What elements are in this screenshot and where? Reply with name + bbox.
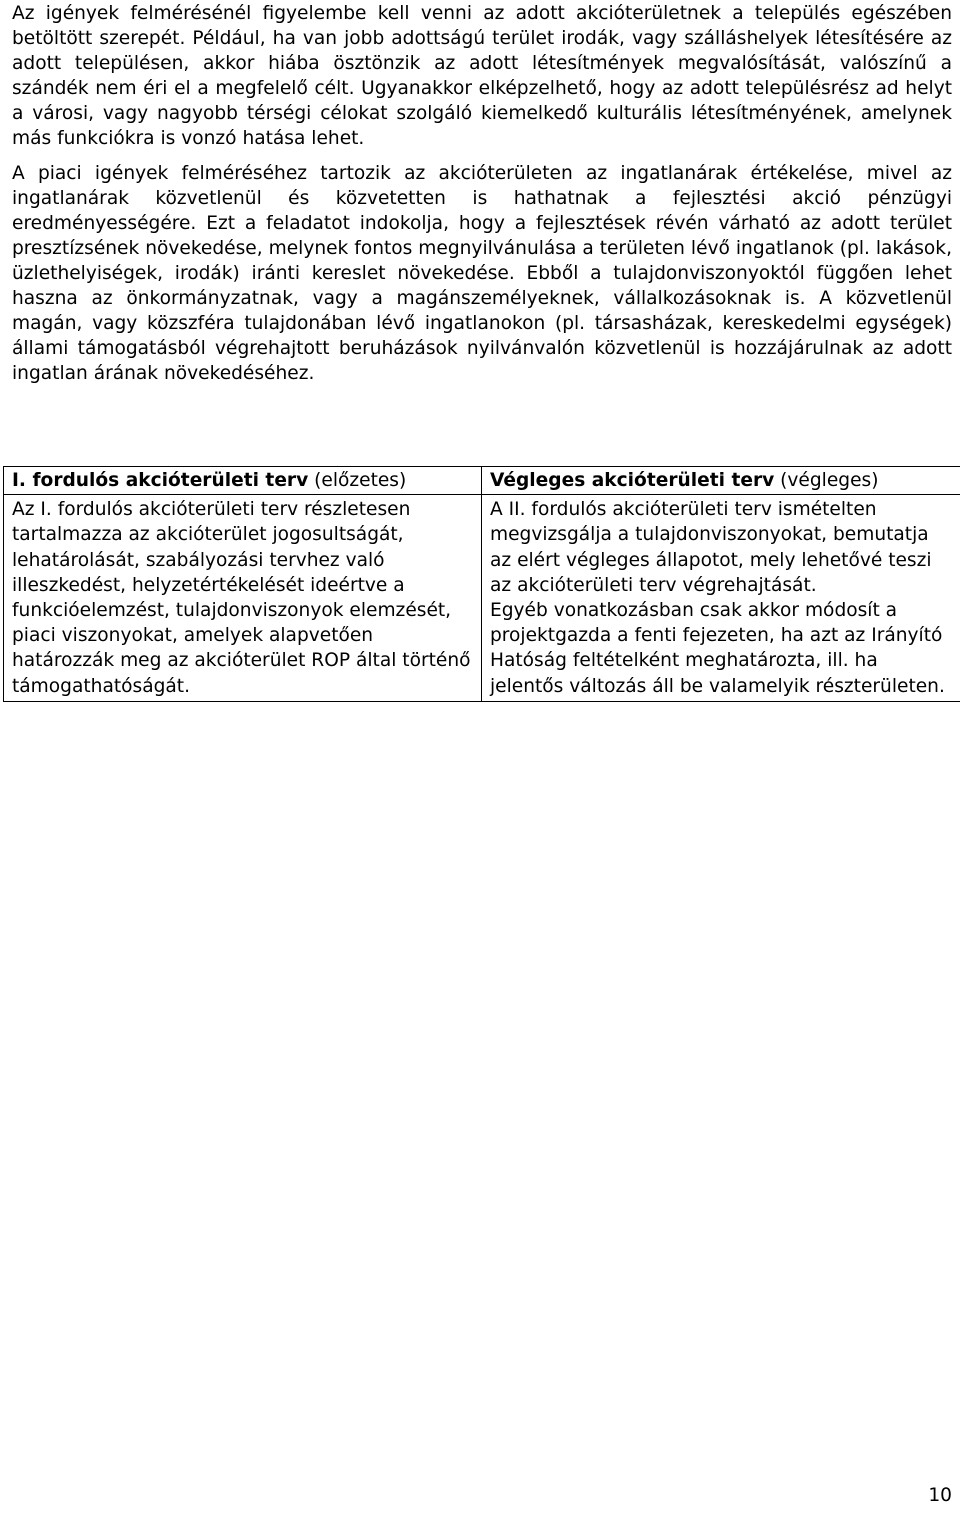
header-title-final: Végleges akcióterületi terv bbox=[490, 470, 775, 491]
table-row bbox=[4, 495, 960, 702]
table-header-preliminary-plan bbox=[4, 467, 482, 495]
plan-comparison-table bbox=[3, 466, 960, 702]
final-plan-description-2: Egyéb vonatkozásban csak akkor módosít a projektgazda a fenti fejezeten, ha azt az Irányító Hatóság feltételként meghatározta, ill. ha jelentős változás áll be valamelyik részterületen. bbox=[490, 600, 945, 697]
table-header-row bbox=[4, 467, 960, 495]
table-cell-preliminary-plan bbox=[4, 495, 482, 702]
table-header-final-plan bbox=[482, 467, 960, 495]
body-paragraph-2: A piaci igények felméréséhez tartozik az akcióterületen az ingatlanárak értékelése, mivel az ingatlanárak közvetlenül és közvetetten is hathatnak a fejlesztési akció pénzügyi eredményességére. Ezt a feladatot indokolja, hogy a fejlesztések révén várható az adott terület presztízsének növekedése, melynek fontos megnyilvánulása a területen lévő ingatlanok (pl. lakások, üzlethelyiségek, irodák) iránti kereslet növekedése. Ebből a tulajdonviszonyoktól függően lehet haszna az önkormányzatnak, vagy a magánszemélyeknek, vállalkozásoknak is. A közvetlenül magán, vagy közszféra tulajdonában lévő ingatlanokon (pl. társasházak, kereskedelmi egységek) állami támogatásból végrehajtott beruházások nyilvánvalón közvetlenül is hozzájárulnak az adott ingatlan árának növekedéséhez. bbox=[12, 163, 952, 384]
header-suffix-preliminary: (előzetes) bbox=[308, 470, 407, 491]
table-cell-final-plan bbox=[482, 495, 960, 702]
preliminary-plan-description: Az I. fordulós akcióterületi terv részletesen tartalmazza az akcióterület jogosultságát, lehatárolását, szabályozási tervhez való illeszkedést, helyzetértékelését ideértve a funkcióelemzést, tulajdonviszonyok elemzését, piaci viszonyokat, amelyek alapvetően határozzák meg az akcióterület ROP által történő támogathatóságát. bbox=[12, 499, 471, 697]
document-page bbox=[12, 0, 952, 386]
header-suffix-final: (végleges) bbox=[774, 470, 879, 491]
body-paragraph-1: Az igények felmérésénél figyelembe kell venni az adott akcióterületnek a település egészében betöltött szerepét. Például, ha van jobb adottságú terület irodák, vagy szálláshelyek létesítésére az adott településen, akkor hiába ösztönzik az adott létesítmények megvalósítását, valószínű a szándék nem éri el a megfelelő célt. Ugyanakkor elképzelhető, hogy az adott településrész ad helyt a városi, vagy nagyobb térségi célokat szolgáló kiemelkedő kulturális létesítményének, amelynek más funkciókra is vonzó hatása lehet. bbox=[12, 3, 952, 149]
final-plan-description-1: A II. fordulós akcióterületi terv ismételten megvizsgálja a tulajdonviszonyokat, bemutatja az elért végleges állapotot, mely lehetővé teszi az akcióterületi terv végrehajtását. bbox=[490, 499, 932, 596]
page-number: 10 bbox=[928, 1485, 952, 1506]
header-title-preliminary: I. fordulós akcióterületi terv bbox=[12, 470, 309, 491]
